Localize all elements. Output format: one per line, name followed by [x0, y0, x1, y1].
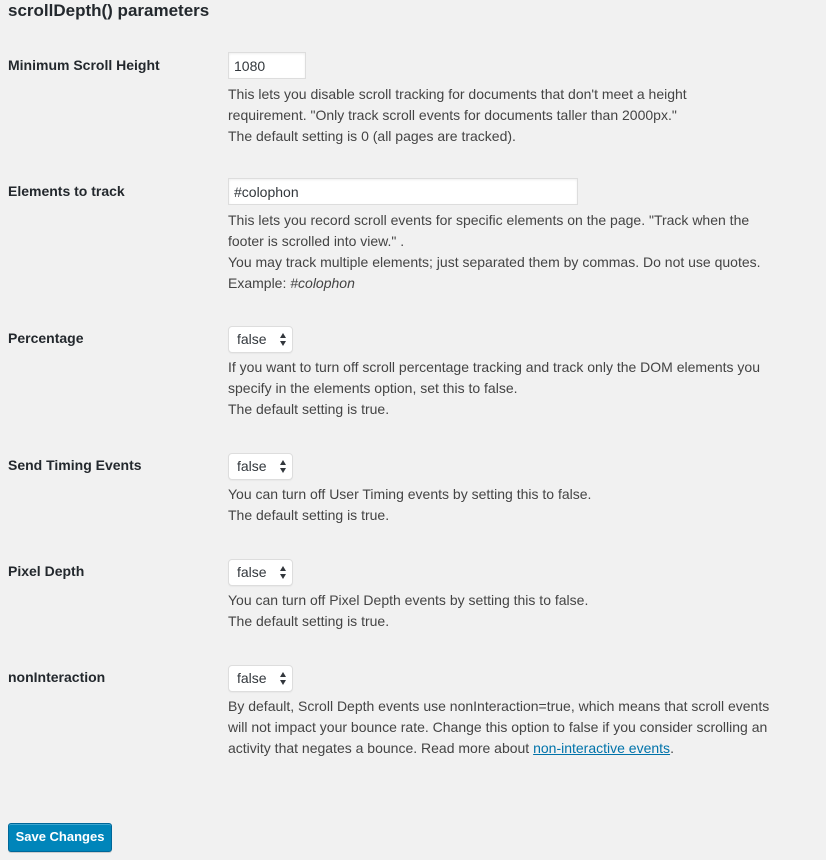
percentage-description: If you want to turn off scroll percentage tracking and track only the DOM elements you specify in the elements option, set this to false. The default setting is true. — [228, 359, 761, 417]
min-scroll-height-label: Minimum Scroll Height — [8, 57, 160, 73]
select-arrows-icon — [279, 565, 287, 580]
pixel-depth-description: You can turn off Pixel Depth events by setting this to false. The default setting is true. — [228, 592, 589, 629]
send-timing-events-select[interactable]: false — [228, 453, 293, 480]
elements-to-track-input[interactable] — [228, 178, 578, 205]
min-scroll-height-description: This lets you disable scroll tracking for documents that don't meet a height requirement. "Only track scroll events for documents taller than 2000px." The default setting is 0 (all pages are tracked). — [228, 86, 687, 144]
example-value: #colophon — [290, 275, 355, 291]
select-arrows-icon — [279, 332, 287, 347]
percentage-label: Percentage — [8, 330, 84, 346]
pixel-depth-label: Pixel Depth — [8, 563, 85, 579]
percentage-select[interactable]: false — [228, 326, 293, 353]
min-scroll-height-input[interactable] — [228, 52, 306, 79]
noninteraction-label: nonInteraction — [8, 669, 106, 685]
noninteraction-description: By default, Scroll Depth events use nonInteraction=true, which means that scroll events will not impact your bounce rate. Change this option to false if you consider scrolling an activity that negates a bounce. Read more about non-interactive events. — [228, 698, 770, 756]
save-changes-button[interactable]: Save Changes — [8, 823, 112, 852]
section-title: scrollDepth() parameters — [8, 1, 210, 20]
pixel-depth-select[interactable]: false — [228, 559, 293, 586]
noninteraction-select[interactable]: false — [228, 665, 293, 692]
send-timing-events-description: You can turn off User Timing events by setting this to false. The default setting is true. — [228, 486, 592, 523]
select-arrows-icon — [279, 459, 287, 474]
elements-to-track-label: Elements to track — [8, 183, 125, 199]
send-timing-events-label: Send Timing Events — [8, 457, 142, 473]
select-arrows-icon — [279, 671, 287, 686]
non-interactive-events-link[interactable]: non-interactive events — [533, 740, 671, 756]
elements-to-track-description: This lets you record scroll events for specific elements on the page. "Track when the footer is scrolled into view." . You may track multiple elements; just separated them by commas. Do not use quotes. Example: #colophon — [228, 212, 761, 291]
